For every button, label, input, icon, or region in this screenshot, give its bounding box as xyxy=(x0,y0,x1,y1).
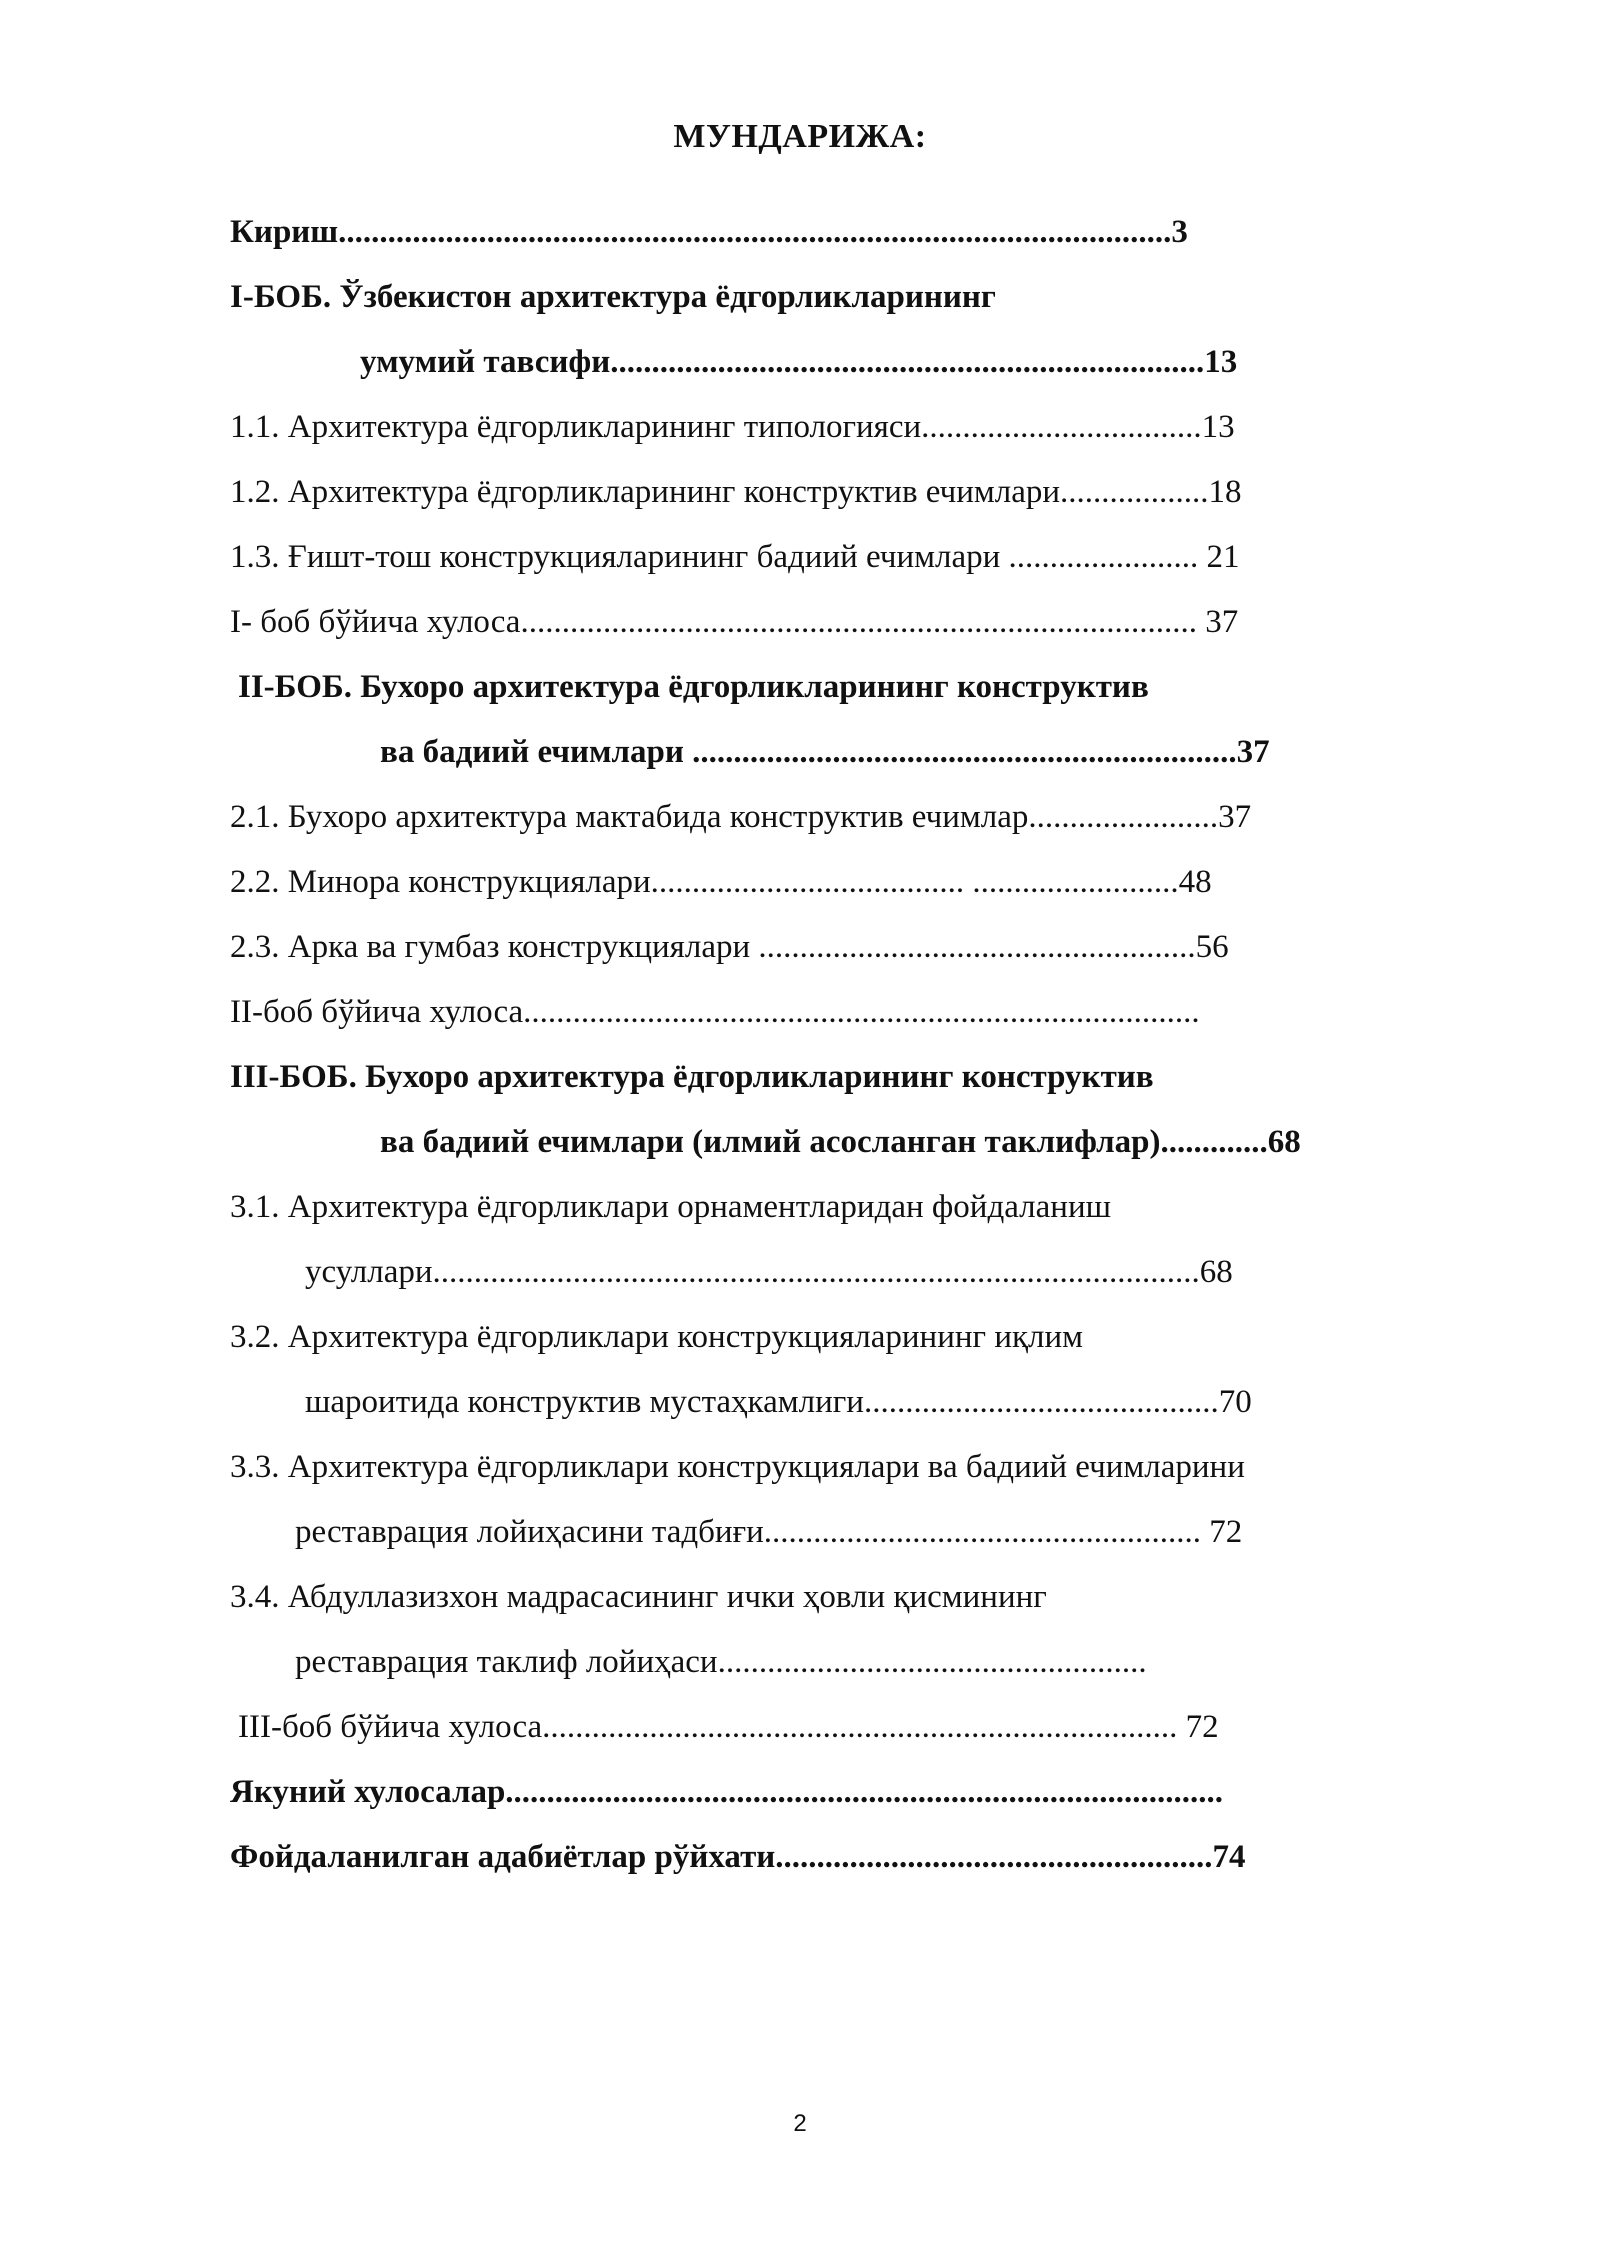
page-number: 2 xyxy=(793,2110,807,2137)
toc-chapter-3-heading-cont: ва бадиий ечимлари (илмий асосланган таклифлар).............68 xyxy=(380,1124,1301,1160)
toc-chapter-1-heading-cont: умумий тавсифи........................................................................13 xyxy=(360,344,1238,380)
toc-entry-1-3: 1.3. Ғишт-тош конструкцияларининг бадиий ечимлари ....................... 21 xyxy=(230,539,1240,575)
toc-entry-1-1: 1.1. Архитектура ёдгорликларининг типологияси..................................13 xyxy=(230,409,1235,445)
toc-entry-3-3: 3.3. Архитектура ёдгорликлари конструкциялари ва бадиий ечимларини xyxy=(230,1449,1245,1485)
toc-entry-chapter-2-conclusion: II-боб бўйича хулоса.................................................................................. xyxy=(230,994,1200,1030)
toc-entry-1-2: 1.2. Архитектура ёдгорликларининг конструктив ечимлари..................18 xyxy=(230,474,1242,510)
toc-entry-chapter-1-conclusion: I- боб бўйича хулоса.................................................................................. 37 xyxy=(230,604,1239,640)
toc-entry-2-3: 2.3. Арка ва гумбаз конструкциялари .....................................................56 xyxy=(230,929,1229,965)
toc-entry-references: Фойдаланилган адабиётлар рўйхати.....................................................74 xyxy=(230,1839,1246,1875)
toc-entry-introduction: Кириш.....................................................................................................3 xyxy=(230,214,1188,250)
toc-entry-3-4-cont: реставрация таклиф лойиҳаси.................................................... xyxy=(295,1644,1147,1680)
toc-entry-3-1: 3.1. Архитектура ёдгорликлари орнаментларидан фойдаланиш xyxy=(230,1189,1112,1225)
toc-entry-3-3-cont: реставрация лойиҳасини тадбиғи..................................................... 72 xyxy=(295,1514,1243,1550)
toc-chapter-3-heading: III-БОБ. Бухоро архитектура ёдгорликларининг конструктив xyxy=(230,1059,1154,1095)
toc-chapter-1-heading: I-БОБ. Ўзбекистон архитектура ёдгорликларининг xyxy=(230,279,996,315)
toc-chapter-2-heading: II-БОБ. Бухоро архитектура ёдгорликларининг конструктив xyxy=(238,669,1149,705)
toc-entry-3-1-cont: усуллари.............................................................................................68 xyxy=(305,1254,1233,1290)
toc-entry-3-2-cont: шароитида конструктив мустаҳкамлиги...........................................70 xyxy=(305,1384,1252,1420)
toc-entry-2-1: 2.1. Бухоро архитектура мактабида конструктив ечимлар.......................37 xyxy=(230,799,1252,835)
toc-entry-3-4: 3.4. Абдуллазизхон мадрасасининг ички ҳовли қисмининг xyxy=(230,1579,1047,1615)
toc-entry-chapter-3-conclusion: III-боб бўйича хулоса............................................................................. 72 xyxy=(238,1709,1219,1745)
page-title: МУНДАРИЖА: xyxy=(673,118,927,155)
toc-chapter-2-heading-cont: ва бадиий ечимлари ..................................................................37 xyxy=(380,734,1270,770)
toc-entry-final-conclusions: Якуний хулосалар....................................................................................... xyxy=(230,1774,1224,1810)
toc-entry-2-2: 2.2. Минора конструкциялари...................................... .........................48 xyxy=(230,864,1212,900)
toc-entry-3-2: 3.2. Архитектура ёдгорликлари конструкцияларининг иқлим xyxy=(230,1319,1084,1355)
